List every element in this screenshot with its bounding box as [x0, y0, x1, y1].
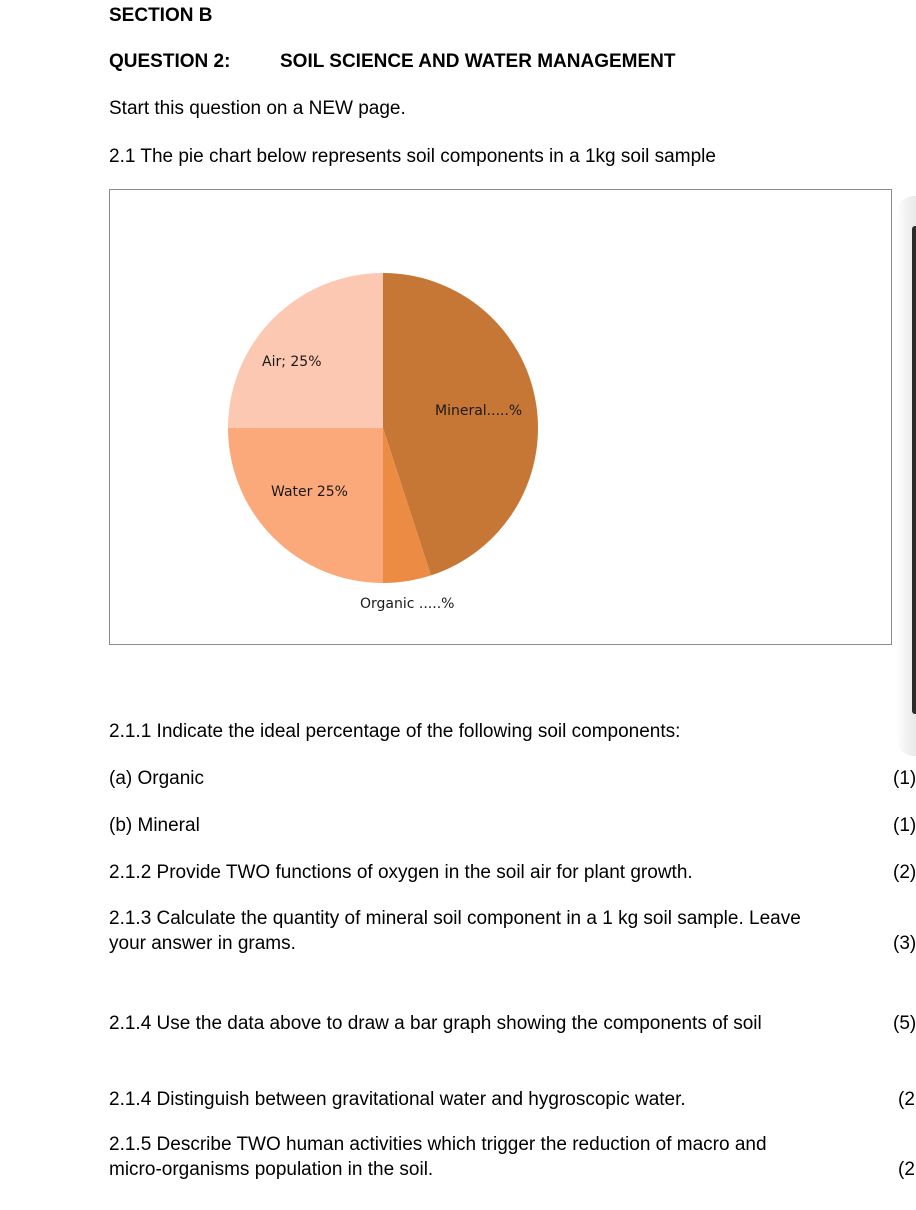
pie-slice-water — [228, 428, 383, 583]
question-2-1-3-line2: your answer in grams. — [109, 933, 296, 954]
marks-2-1-4-bar-graph: (5) — [893, 1013, 916, 1034]
question-2-1-2: 2.1.2 Provide TWO functions of oxygen in the soil air for plant growth. — [109, 862, 693, 883]
marks-2-1-3: (3) — [893, 933, 916, 954]
section-heading: SECTION B — [109, 5, 213, 26]
question-2-1-1: 2.1.1 Indicate the ideal percentage of the following soil components: — [109, 721, 681, 742]
pie-label-organic: Organic .....% — [360, 596, 455, 612]
question-2-1-4-water: 2.1.4 Distinguish between gravitational water and hygroscopic water. — [109, 1089, 686, 1110]
pie-chart-svg — [110, 190, 891, 644]
question-title: SOIL SCIENCE AND WATER MANAGEMENT — [280, 51, 676, 72]
pie-label-water: Water 25% — [271, 484, 348, 500]
pie-label-air: Air; 25% — [262, 354, 322, 370]
marks-2-1-5: (2 — [898, 1159, 915, 1180]
question-2-1: 2.1 The pie chart below represents soil components in a 1kg soil sample — [109, 146, 716, 167]
instruction-text: Start this question on a NEW page. — [109, 98, 406, 119]
question-2-1-5-line1: 2.1.5 Describe TWO human activities which trigger the reduction of macro and — [109, 1134, 767, 1155]
question-2-1-4-bar-graph: 2.1.4 Use the data above to draw a bar graph showing the components of soil — [109, 1013, 762, 1034]
marks-2-1-4-water: (2 — [898, 1089, 915, 1110]
pie-slice-air — [228, 273, 383, 428]
item-b-mineral: (b) Mineral — [109, 815, 200, 836]
pie-label-mineral: Mineral.....% — [435, 403, 523, 419]
question-2-1-5-line2: micro-organisms population in the soil. — [109, 1159, 434, 1180]
question-number: QUESTION 2: — [109, 51, 231, 72]
scrollbar[interactable] — [912, 226, 916, 714]
question-2-1-3-line1: 2.1.3 Calculate the quantity of mineral soil component in a 1 kg soil sample. Leave — [109, 908, 801, 929]
item-a-organic: (a) Organic — [109, 768, 205, 789]
marks-b: (1) — [893, 815, 916, 836]
marks-a: (1) — [893, 768, 916, 789]
pie-chart — [109, 189, 892, 645]
marks-2-1-2: (2) — [893, 862, 916, 883]
